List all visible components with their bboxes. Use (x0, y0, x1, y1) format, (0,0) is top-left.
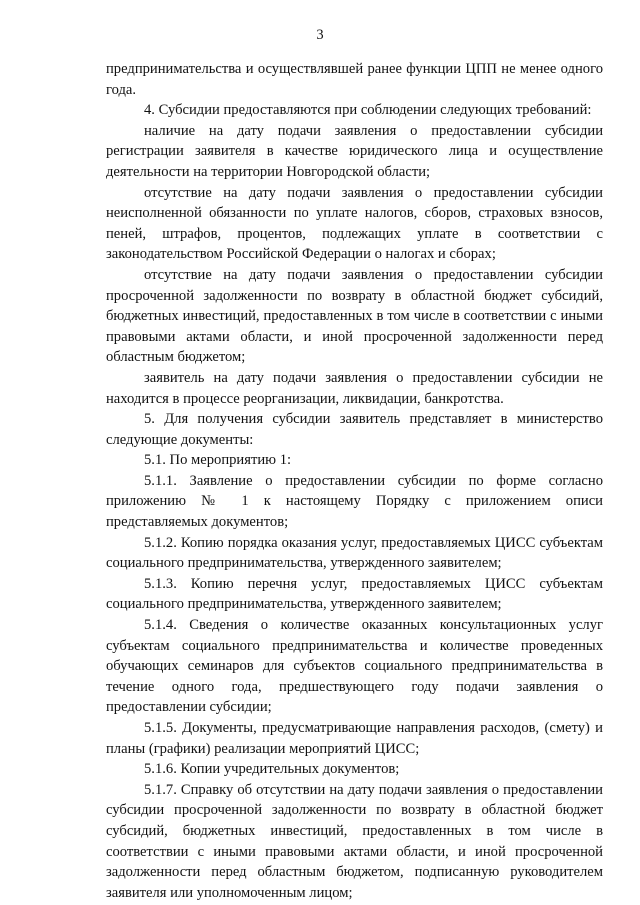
paragraph-item-5-1-5: 5.1.5. Документы, предусматривающие направления расходов, (смету) и планы (графики) реализации мероприятий ЦИСС; (106, 720, 603, 757)
paragraph-item-5: 5. Для получения субсидии заявитель представляет в министерство следующие документы: (106, 411, 603, 448)
paragraph-requirement-no-tax-debt: отсутствие на дату подачи заявления о предоставлении субсидии неисполненной обязанности по уплате налогов, сборов, страховых взносов, пеней, штрафов, процентов, подлежащих уплате в соответствии с законодательством Российской Федерации о налогах и сборах; (106, 184, 603, 263)
paragraph-item-5-1-6: 5.1.6. Копии учредительных документов; (144, 761, 400, 778)
document-body (106, 59, 603, 903)
paragraph-item-5-1-3: 5.1.3. Копию перечня услуг, предоставляемых ЦИСС субъектам социального предпринимательства, утвержденного заявителем; (106, 575, 603, 613)
paragraph-requirement-no-reorganization: заявитель на дату подачи заявления о предоставлении субсидии не находится в процессе реорганизации, ликвидации, банкротства. (106, 369, 603, 407)
paragraph-continuation: предпринимательства и осуществлявшей ранее функции ЦПП не менее одного года. (106, 61, 603, 98)
paragraph-item-5-1-4: 5.1.4. Сведения о количестве оказанных консультационных услуг субъектам социального предпринимательства и количестве проведенных обучающих семинаров для субъектов социального предпринимательства в течение одного года, предшествующего году подачи заявления о предоставлении субсидии; (106, 617, 603, 716)
page-number: 3 (316, 27, 324, 43)
paragraph-item-5-1-1: 5.1.1. Заявление о предоставлении субсидии по форме согласно приложению № 1 к настоящему Порядку с приложением описи представляемых документов; (106, 472, 603, 531)
paragraph-requirement-no-budget-debt: отсутствие на дату подачи заявления о предоставлении субсидии просроченной задолженности по возврату в областной бюджет субсидий, бюджетных инвестиций, предоставленных в том числе в соответствии с иными правовыми актами области, и иной просроченной задолженности перед областным бюджетом; (106, 266, 603, 366)
paragraph-item-5-1-2: 5.1.2. Копию порядка оказания услуг, предоставляемых ЦИСС субъектам социального предпринимательства, утвержденного заявителем; (106, 534, 603, 572)
paragraph-item-5-1-7: 5.1.7. Справку об отсутствии на дату подачи заявления о предоставлении субсидии просроченной задолженности по возврату в областной бюджет субсидий, бюджетных инвестиций, предоставленных в том числе в соответствии с иными правовыми актами области, и иной просроченной задолженности перед областным бюджетом, подписанную руководителем заявителя или уполномоченным лицом; (106, 781, 603, 901)
paragraph-requirement-registration: наличие на дату подачи заявления о предоставлении субсидии регистрации заявителя в качестве юридического лица и осуществление деятельности на территории Новгородской области; (106, 122, 603, 180)
paragraph-item-5-1: 5.1. По мероприятию 1: (144, 452, 292, 469)
paragraph-item-4: 4. Субсидии предоставляются при соблюдении следующих требований: (144, 102, 592, 119)
